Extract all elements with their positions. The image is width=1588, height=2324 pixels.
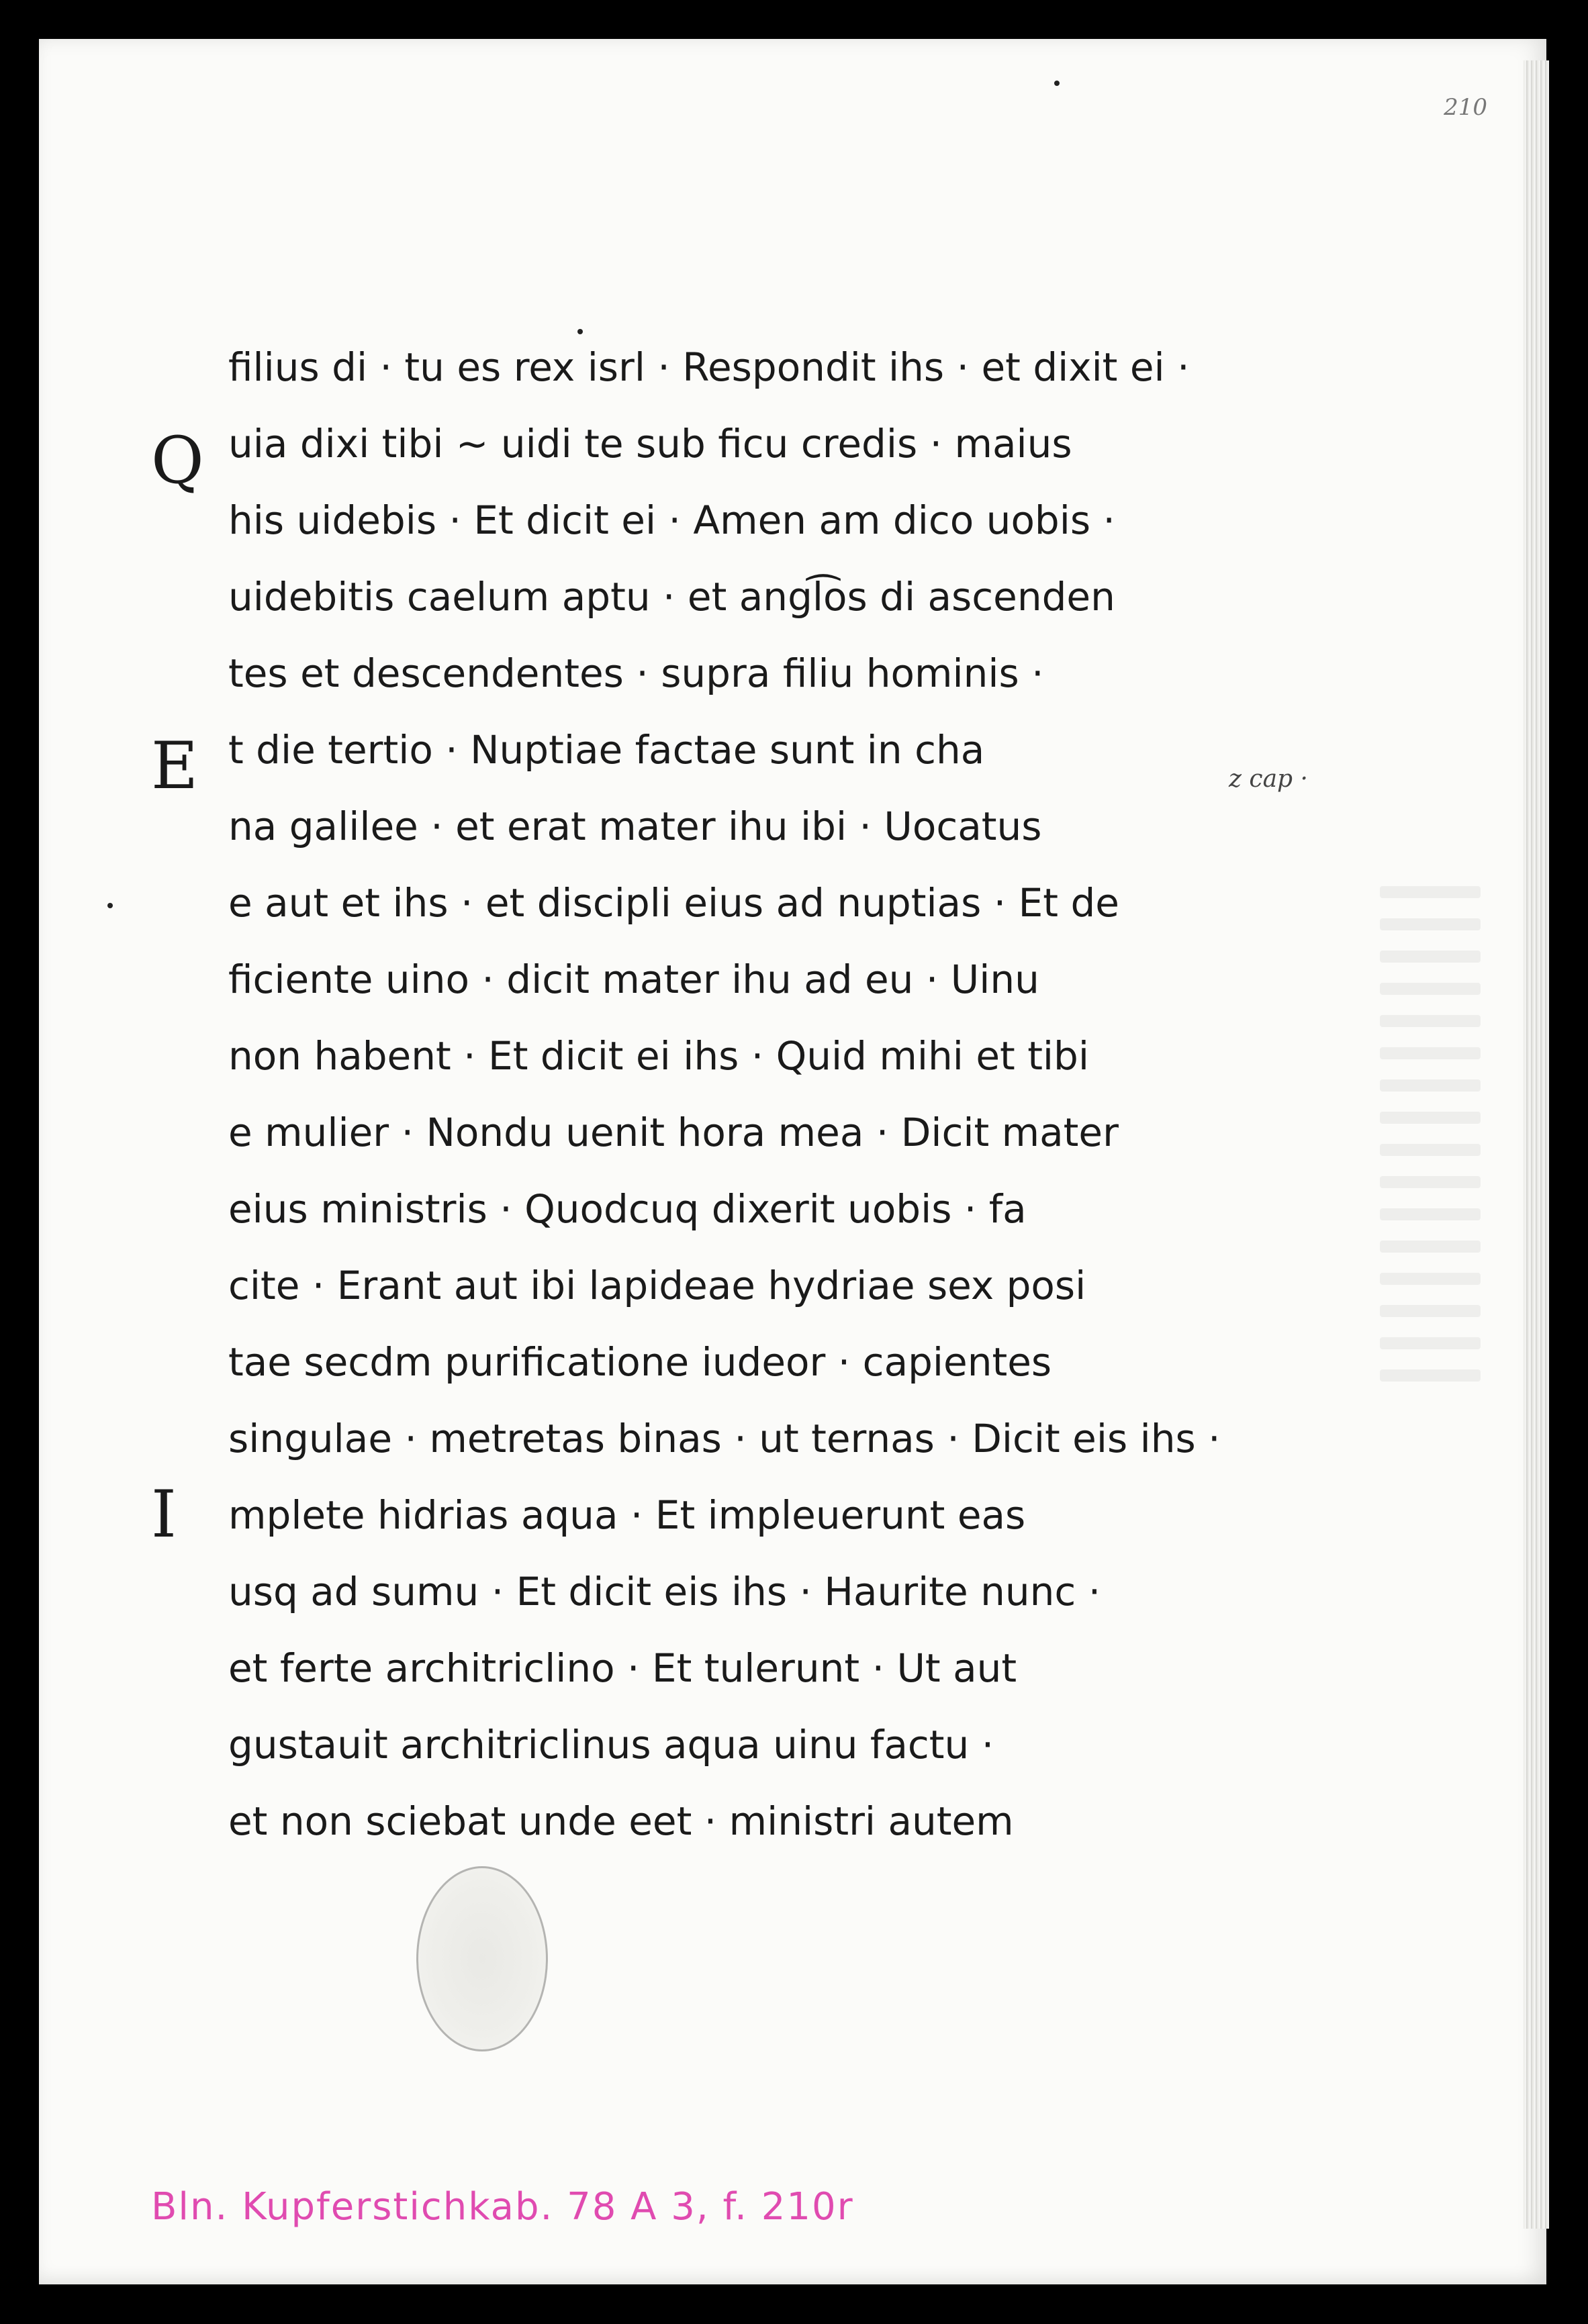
text-line: his uidebis · Et dicit ei · Amen am dico uobis · (228, 497, 1115, 543)
text-line: mplete hidrias aqua · Et impleuerunt eas (228, 1492, 1026, 1538)
catalogue-note: Bln. Kupferstichkab. 78 A 3, f. 210r (151, 2185, 854, 2229)
initial-i: I (151, 1477, 177, 1552)
initial-q: Q (151, 423, 204, 498)
speck (1054, 81, 1060, 86)
text-line: tae secdm purificatione iudeor · capientes (228, 1339, 1052, 1385)
text-line: e mulier · Nondu uenit hora mea · Dicit mater (228, 1110, 1119, 1155)
speck (107, 903, 113, 908)
text-line: singulae · metretas binas · ut ternas · Dicit eis ihs · (228, 1416, 1221, 1461)
text-line: gustauit architriclinus aqua uinu factu · (228, 1722, 994, 1768)
initial-e: E (151, 728, 199, 804)
text-line: filius di · tu es rex isrl · Respondit ihs · et dixit ei · (228, 344, 1190, 390)
text-line: uidebitis caelum aptu · et angl͡os di ascenden (228, 574, 1115, 620)
text-line: t die tertio · Nuptiae factae sunt in cha (228, 727, 985, 773)
text-line: et non sciebat unde eet · ministri autem (228, 1798, 1014, 1844)
text-line: non habent · Et dicit ei ihs · Quid mihi et tibi (228, 1033, 1089, 1079)
page-edge (1524, 60, 1549, 2229)
text-line: usq ad sumu · Et dicit eis ihs · Haurite nunc · (228, 1569, 1101, 1614)
text-line: na galilee · et erat mater ihu ibi · Uocatus (228, 804, 1042, 849)
text-line: eius ministris · Quodcuq dixerit uobis · fa (228, 1186, 1027, 1232)
bleed-through-text (1380, 886, 1481, 1893)
text-line: uia dixi tibi ~ uidi te sub ficu credis · maius (228, 421, 1072, 467)
folio-number: 210 (1444, 94, 1487, 121)
speck (577, 329, 583, 334)
main-text-column (228, 329, 1336, 1859)
text-line: et ferte architriclino · Et tulerunt · Ut aut (228, 1645, 1017, 1691)
text-line: e aut et ihs · et discipli eius ad nuptias · Et de (228, 880, 1119, 926)
text-line: cite · Erant aut ibi lapideae hydriae sex posi (228, 1263, 1086, 1308)
text-line: tes et descendentes · supra filiu hominis · (228, 650, 1044, 696)
text-line: ficiente uino · dicit mater ihu ad eu · Uinu (228, 957, 1039, 1002)
erasure-mark (416, 1866, 548, 2051)
marginal-note: z cap · (1229, 765, 1308, 793)
